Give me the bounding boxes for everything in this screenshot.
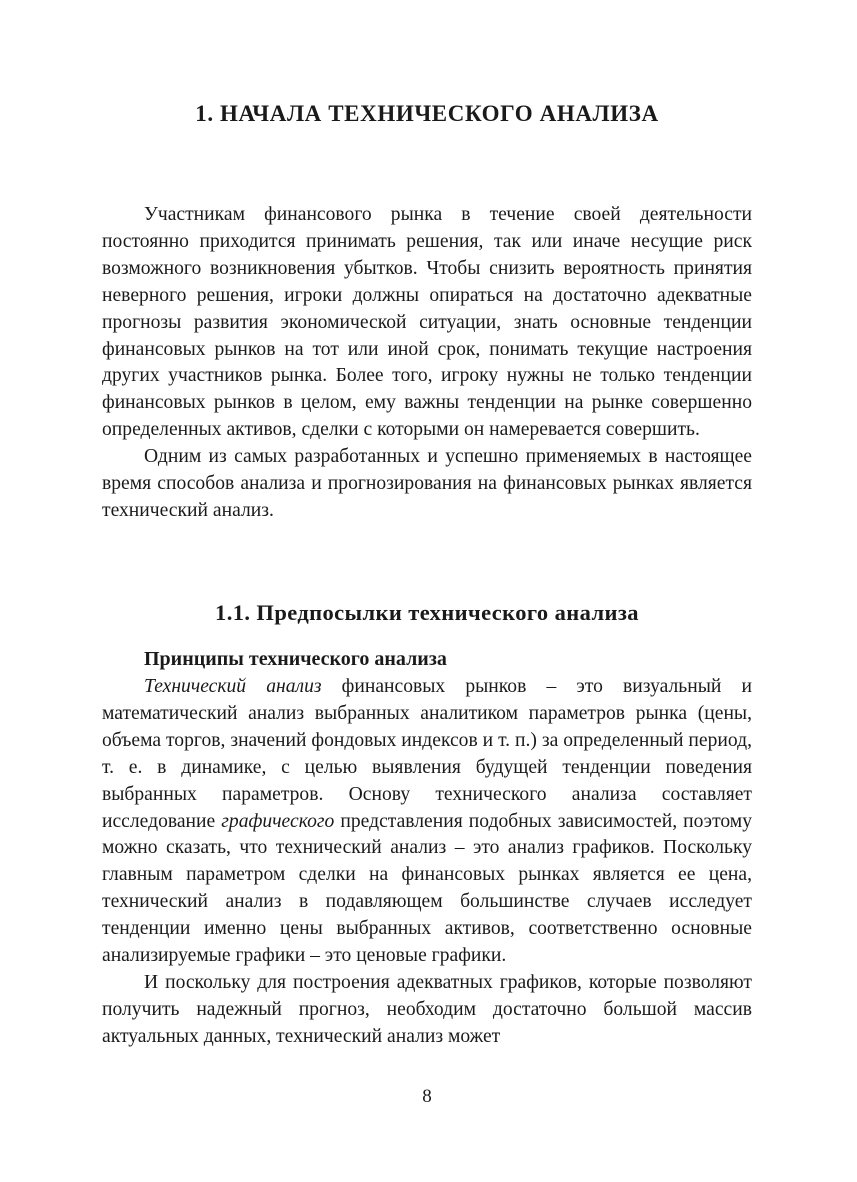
section-paragraph-2: И поскольку для построения адекватных графиков, которые позволяют получить надежный прогноз, необходим достаточно большой массив актуальных данных, технический анализ может	[102, 971, 752, 1047]
subheading: Принципы технического анализа	[144, 648, 447, 670]
section-body	[102, 644, 752, 1051]
term-technical-analysis: Технический анализ	[144, 676, 322, 697]
emphasis-graphical: графического	[221, 810, 335, 832]
intro-paragraph-1: Участникам финансового рынка в течение своей деятельности постоянно приходится принимать решения, так или иначе несущие риск возможного возникновения убытков. Чтобы снизить вероятность принятия неверного решения, игроки должны опираться на достаточно адекватные прогнозы развития экономической ситуации, знать основные тенденции финансовых рынков на тот или иной срок, понимать текущие настроения других участников рынка. Более того, игроку нужны не только тенденции финансовых рынков в целом, ему важны тенденции на рынке совершенно определенных активов, сделки с которыми он намеревается совершить.	[102, 204, 752, 441]
intro-paragraph-2: Одним из самых разработанных и успешно применяемых в настоящее время способов анализа и прогнозирования на финансовых рынках является технический анализ.	[102, 446, 752, 521]
paragraph-text-part-a: финансовых рынков – это визуальный и математический анализ выбранных аналитиком параметров рынка (цены, объема торгов, значений фондовых индексов и т. п.) за определенный период, т. е. в динамике, с целью выявления будущей тенденции поведения выбранных параметров. Основу технического анализа составляет исследование	[102, 676, 752, 832]
chapter-title: 1. НАЧАЛА ТЕХНИЧЕСКОГО АНАЛИЗА	[195, 101, 659, 126]
section-paragraph-1	[102, 674, 752, 970]
page-number: 8	[422, 1086, 432, 1107]
paragraph-text-part-b: представления подобных зависимостей, поэтому можно сказать, что технический анализ – это анализ графиков. Поскольку главным параметром сделки на финансовых рынках является ее цена, технический анализ в подавляющем большинстве случаев исследует тенденции именно цены выбранных активов, соответственно основные анализируемые графики – это ценовые графики.	[102, 810, 752, 967]
section-title: 1.1. Предпосылки технического анализа	[215, 600, 639, 625]
intro-text	[102, 202, 752, 525]
